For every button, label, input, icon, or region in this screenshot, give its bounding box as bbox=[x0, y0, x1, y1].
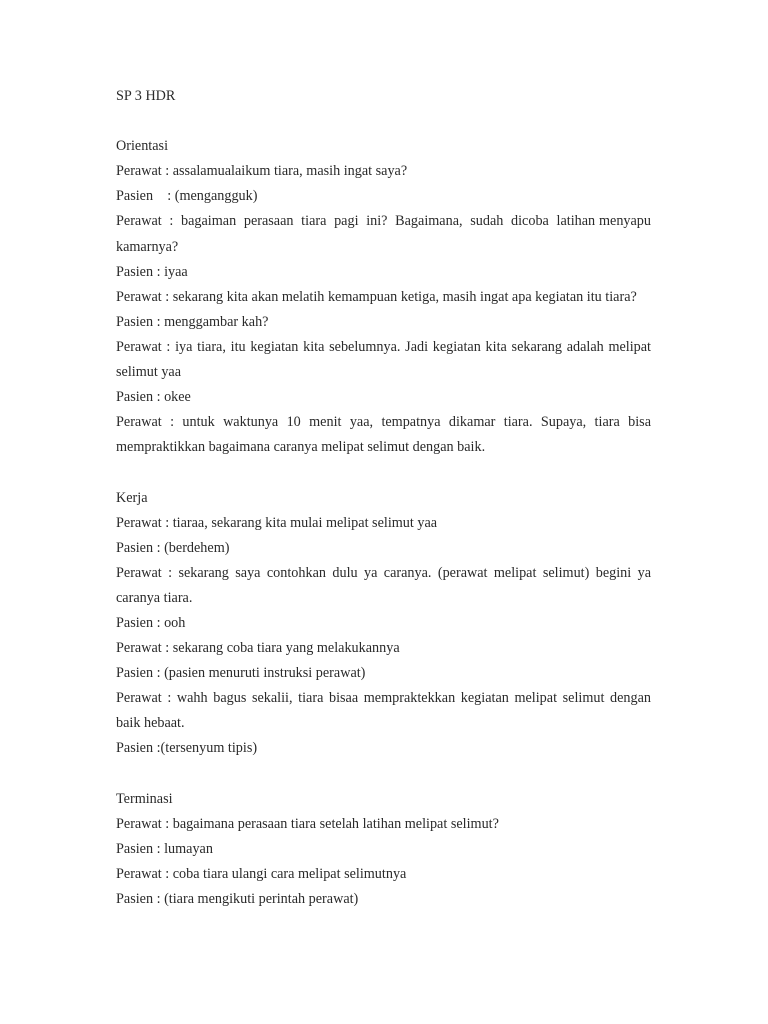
spacer bbox=[116, 109, 651, 134]
dialogue-line: Pasien : iyaa bbox=[116, 263, 188, 280]
document-page bbox=[116, 84, 655, 912]
dialogue-line: Pasien : (pasien menuruti instruksi perawat) bbox=[116, 665, 366, 682]
dialogue-line: Pasien : okee bbox=[116, 389, 191, 406]
dialogue-line: Perawat : tiaraa, sekarang kita mulai melipat selimut yaa bbox=[116, 514, 438, 531]
section-heading: Orientasi bbox=[116, 138, 169, 155]
dialogue-line: Perawat : sekarang kita akan melatih kemampuan ketiga, masih ingat apa kegiatan itu tiara? bbox=[116, 288, 637, 305]
dialogue-line: Pasien : menggambar kah? bbox=[116, 313, 269, 330]
dialogue-line: Perawat : coba tiara ulangi cara melipat selimutnya bbox=[116, 865, 407, 882]
dialogue-line: Perawat : bagaiman perasaan tiara pagi ini? Bagaimana, sudah dicoba latihan menyapu kamarnya? bbox=[116, 213, 655, 255]
dialogue-line: Perawat : sekarang coba tiara yang melakukannya bbox=[116, 640, 400, 657]
section-terminasi bbox=[116, 787, 651, 912]
dialogue-line: Perawat : wahh bagus sekalii, tiara bisaa mempraktekkan kegiatan melipat selimut dengan baik hebaat. bbox=[116, 690, 651, 732]
dialogue-line: Perawat : assalamualaikum tiara, masih ingat saya? bbox=[116, 163, 408, 180]
section-kerja bbox=[116, 486, 651, 762]
dialogue-line: Pasien : lumayan bbox=[116, 840, 213, 857]
dialogue-line: Pasien :(tersenyum tipis) bbox=[116, 740, 258, 757]
dialogue-line: Perawat : bagaimana perasaan tiara setelah latihan melipat selimut? bbox=[116, 815, 499, 832]
spacer bbox=[116, 460, 651, 485]
document-title: SP 3 HDR bbox=[116, 88, 176, 104]
section-heading: Terminasi bbox=[116, 790, 173, 807]
dialogue-line: Pasien : (tiara mengikuti perintah perawat) bbox=[116, 891, 359, 907]
section-orientasi bbox=[116, 134, 655, 460]
dialogue-line: Pasien : (berdehem) bbox=[116, 539, 230, 556]
section-heading: Kerja bbox=[116, 489, 148, 506]
dialogue-line: Perawat : sekarang saya contohkan dulu ya caranya. (perawat melipat selimut) begini ya caranya tiara. bbox=[116, 564, 651, 606]
dialogue-line: Perawat : untuk waktunya 10 menit yaa, tempatnya dikamar tiara. Supaya, tiara bisa mempraktikkan bagaimana caranya melipat selimut dengan baik. bbox=[116, 414, 651, 456]
spacer bbox=[116, 762, 651, 787]
dialogue-line: Perawat : iya tiara, itu kegiatan kita sebelumnya. Jadi kegiatan kita sekarang adalah melipat selimut yaa bbox=[116, 338, 651, 381]
dialogue-line: Pasien : ooh bbox=[116, 614, 186, 631]
dialogue-line: Pasien : (mengangguk) bbox=[116, 188, 258, 205]
